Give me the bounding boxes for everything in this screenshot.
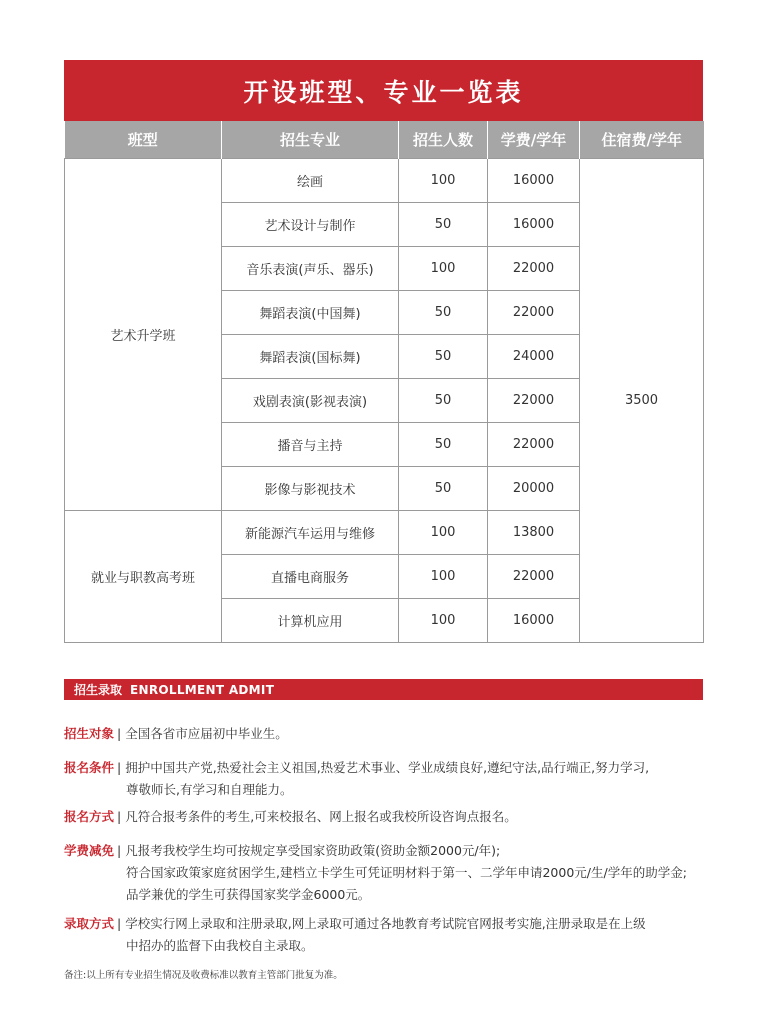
major-cell: 舞蹈表演(国标舞)	[222, 335, 399, 379]
item-text: 拥护中国共产党,热爱社会主义祖国,热爱艺术事业、学业成绩良好,遵纪守法,品行端正,努力学习,	[125, 760, 650, 775]
item-text: 符合国家政策家庭贫困学生,建档立卡学生可凭证明材料于第一、二学年申请2000元/生/学年的助学金;	[126, 865, 687, 880]
class-type-cell: 就业与职教高考班	[65, 511, 222, 643]
item-conditions	[64, 757, 704, 801]
item-target	[64, 723, 704, 745]
table-row	[65, 159, 704, 203]
dorm-fee-cell: 3500	[580, 159, 704, 643]
item-text: 品学兼优的学生可获得国家奖学金6000元。	[126, 887, 371, 902]
item-method	[64, 806, 704, 828]
item-label: 学费减免	[64, 843, 115, 858]
major-cell: 艺术设计与制作	[222, 203, 399, 247]
item-text: 凡符合报考条件的考生,可来校报名、网上报名或我校所设咨询点报名。	[125, 809, 517, 824]
header-class-type: 班型	[65, 121, 222, 159]
major-cell: 戏剧表演(影视表演)	[222, 379, 399, 423]
item-text: 学校实行网上录取和注册录取,网上录取可通过各地教育考试院官网报考实施,注册录取是在上级	[125, 916, 646, 931]
fee-cell: 16000	[488, 599, 580, 643]
item-label: 招生对象	[64, 726, 115, 741]
count-cell: 50	[399, 291, 488, 335]
count-cell: 50	[399, 203, 488, 247]
item-separator: |	[117, 726, 122, 741]
count-cell: 50	[399, 379, 488, 423]
item-admission	[64, 913, 704, 957]
count-cell: 50	[399, 335, 488, 379]
header-tuition: 学费/学年	[488, 121, 580, 159]
major-cell: 计算机应用	[222, 599, 399, 643]
table-title: 开设班型、专业一览表	[243, 77, 524, 107]
major-cell: 直播电商服务	[222, 555, 399, 599]
major-cell: 新能源汽车运用与维修	[222, 511, 399, 555]
majors-table	[64, 121, 704, 643]
class-type-cell: 艺术升学班	[65, 159, 222, 511]
header-dorm-fee: 住宿费/学年	[580, 121, 704, 159]
table-body	[65, 159, 704, 643]
item-text: 中招办的监督下由我校自主录取。	[126, 938, 314, 953]
item-separator: |	[117, 916, 122, 931]
major-cell: 影像与影视技术	[222, 467, 399, 511]
enrollment-section-bar	[64, 679, 703, 700]
fee-cell: 22000	[488, 423, 580, 467]
table-header-row	[65, 121, 704, 159]
enrollment-title-en: ENROLLMENT ADMIT	[130, 682, 275, 697]
count-cell: 100	[399, 599, 488, 643]
item-separator: |	[117, 760, 122, 775]
fee-cell: 16000	[488, 159, 580, 203]
count-cell: 100	[399, 555, 488, 599]
fee-cell: 22000	[488, 379, 580, 423]
enrollment-title-zh: 招生录取	[74, 683, 123, 697]
item-text: 全国各省市应届初中毕业生。	[125, 726, 288, 741]
count-cell: 100	[399, 247, 488, 291]
table-title-banner	[64, 60, 703, 121]
item-text: 尊敬师长,有学习和自理能力。	[126, 782, 293, 797]
item-separator: |	[117, 843, 122, 858]
item-label: 报名条件	[64, 760, 115, 775]
count-cell: 50	[399, 467, 488, 511]
fee-cell: 22000	[488, 247, 580, 291]
item-fee-waiver	[64, 840, 704, 906]
major-cell: 播音与主持	[222, 423, 399, 467]
fee-cell: 24000	[488, 335, 580, 379]
fee-cell: 22000	[488, 291, 580, 335]
header-count: 招生人数	[399, 121, 488, 159]
major-cell: 绘画	[222, 159, 399, 203]
fee-cell: 20000	[488, 467, 580, 511]
major-cell: 音乐表演(声乐、器乐)	[222, 247, 399, 291]
count-cell: 100	[399, 511, 488, 555]
fee-cell: 22000	[488, 555, 580, 599]
count-cell: 50	[399, 423, 488, 467]
count-cell: 100	[399, 159, 488, 203]
item-label: 报名方式	[64, 809, 115, 824]
fee-cell: 13800	[488, 511, 580, 555]
header-major: 招生专业	[222, 121, 399, 159]
major-cell: 舞蹈表演(中国舞)	[222, 291, 399, 335]
footnote: 备注:以上所有专业招生情况及收费标准以教育主管部门批复为准。	[64, 970, 343, 981]
item-separator: |	[117, 809, 122, 824]
item-text: 凡报考我校学生均可按规定享受国家资助政策(资助金额2000元/年);	[125, 843, 501, 858]
item-label: 录取方式	[64, 916, 115, 931]
fee-cell: 16000	[488, 203, 580, 247]
